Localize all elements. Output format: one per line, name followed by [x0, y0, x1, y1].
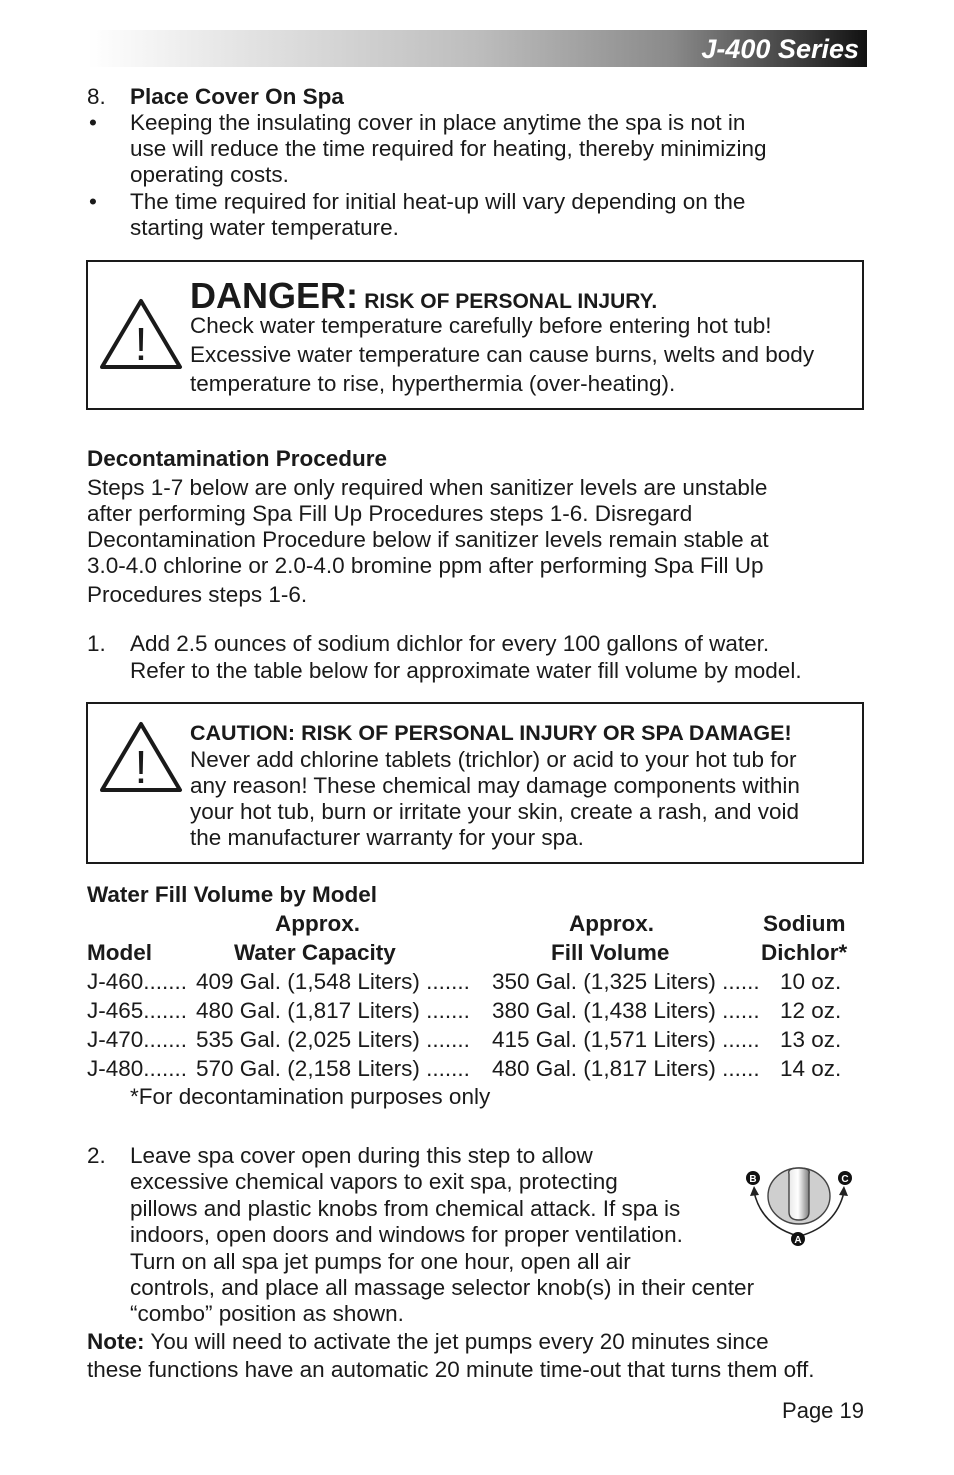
cell-model: J-470....... — [87, 1027, 188, 1052]
note-text: You will need to activate the jet pumps every 20 minutes since — [144, 1329, 769, 1354]
cell-fill: 480 Gal. (1,817 Liters) ...... — [492, 1056, 760, 1081]
note-line1 — [87, 1329, 769, 1356]
col-capacity: Water Capacity — [234, 940, 396, 965]
step1-number: 1. — [87, 631, 106, 656]
decon-heading: Decontamination Procedure — [87, 446, 388, 471]
caution-title: CAUTION: RISK OF PERSONAL INJURY OR SPA DAMAGE! — [190, 721, 792, 745]
decon-line: Procedures steps 1-6. — [87, 582, 308, 607]
col-fill: Fill Volume — [551, 940, 670, 965]
danger-box — [86, 260, 864, 410]
danger-line: temperature to rise, hyperthermia (over-heating). — [190, 371, 676, 396]
step1-line: Refer to the table below for approximate water fill volume by model. — [130, 658, 802, 683]
warning-exclamation: ! — [134, 318, 148, 370]
step2-line: pillows and plastic knobs from chemical attack. If spa is — [130, 1196, 681, 1221]
warning-exclamation: ! — [134, 741, 148, 793]
decon-line: 3.0-4.0 chlorine or 2.0-4.0 bromine ppm after performing Spa Fill Up — [87, 553, 764, 578]
step2-line: Turn on all spa jet pumps for one hour, open all air — [130, 1249, 631, 1274]
step8-title: Place Cover On Spa — [130, 84, 344, 109]
step2-line: excessive chemical vapors to exit spa, protecting — [130, 1169, 618, 1194]
step2-line: “combo” position as shown. — [130, 1301, 404, 1326]
step8-bullet2-line: starting water temperature. — [130, 215, 399, 240]
massage-selector-knob-icon — [740, 1164, 860, 1252]
cell-fill: 380 Gal. (1,438 Liters) ...... — [492, 998, 760, 1023]
cell-capacity: 480 Gal. (1,817 Liters) ....... — [196, 998, 470, 1023]
cell-capacity: 535 Gal. (2,025 Liters) ....... — [196, 1027, 470, 1052]
cell-capacity: 409 Gal. (1,548 Liters) ....... — [196, 969, 470, 994]
knob-label-c: C — [841, 1174, 849, 1185]
cell-fill: 415 Gal. (1,571 Liters) ...... — [492, 1027, 760, 1052]
caution-line: Never add chlorine tablets (trichlor) or acid to your hot tub for — [190, 747, 797, 772]
caution-box — [86, 702, 864, 864]
col-fill-top: Approx. — [569, 911, 655, 936]
cell-dichlor: 13 oz. — [780, 1027, 842, 1052]
step2-line: controls, and place all massage selector knob(s) in their center — [130, 1275, 755, 1300]
col-dichlor: Dichlor* — [761, 940, 848, 965]
col-capacity-top: Approx. — [275, 911, 361, 936]
step8-bullet1-line: use will reduce the time required for heating, thereby minimizing — [130, 136, 767, 161]
cell-fill: 350 Gal. (1,325 Liters) ...... — [492, 969, 760, 994]
step8-bullet2-line: The time required for initial heat-up will vary depending on the — [130, 189, 746, 214]
danger-line: Excessive water temperature can cause burns, welts and body — [190, 342, 815, 367]
cell-capacity: 570 Gal. (2,158 Liters) ....... — [196, 1056, 470, 1081]
caution-line: any reason! These chemical may damage components within — [190, 773, 800, 798]
bullet-marker: • — [89, 110, 97, 135]
cell-dichlor: 10 oz. — [780, 969, 842, 994]
step2-line: indoors, open doors and windows for proper ventilation. — [130, 1222, 683, 1247]
danger-heading — [190, 276, 657, 316]
step8-bullet1-line: operating costs. — [130, 162, 289, 187]
series-title: J-400 Series — [701, 34, 859, 64]
step2-number: 2. — [87, 1143, 106, 1168]
decon-line: Decontamination Procedure below if sanitizer levels remain stable at — [87, 527, 769, 552]
danger-subtitle: RISK OF PERSONAL INJURY. — [364, 290, 658, 313]
step8-number: 8. — [87, 84, 106, 109]
cell-model: J-465....... — [87, 998, 188, 1023]
caution-line: the manufacturer warranty for your spa. — [190, 825, 584, 850]
note-line2: these functions have an automatic 20 minute time-out that turns them off. — [87, 1357, 815, 1382]
col-model: Model — [87, 940, 152, 965]
fill-table-heading: Water Fill Volume by Model — [87, 882, 378, 907]
note-label: Note: — [87, 1329, 145, 1354]
danger-title: DANGER: — [190, 275, 358, 316]
cell-dichlor: 14 oz. — [780, 1056, 842, 1081]
cell-model: J-480....... — [87, 1056, 188, 1081]
step1-line: Add 2.5 ounces of sodium dichlor for every 100 gallons of water. — [130, 631, 770, 656]
decon-line: after performing Spa Fill Up Procedures steps 1-6. Disregard — [87, 501, 693, 526]
warning-triangle-icon — [99, 298, 183, 370]
danger-line: Check water temperature carefully before entering hot tub! — [190, 313, 772, 338]
step2-line: Leave spa cover open during this step to allow — [130, 1143, 593, 1168]
knob-label-a: A — [794, 1235, 802, 1246]
col-dichlor-top: Sodium — [763, 911, 846, 936]
decon-line: Steps 1-7 below are only required when sanitizer levels are unstable — [87, 475, 768, 500]
bullet-marker: • — [89, 189, 97, 214]
knob-label-b: B — [749, 1174, 757, 1185]
table-footnote: *For decontamination purposes only — [130, 1084, 491, 1109]
step8-bullet1-line: Keeping the insulating cover in place anytime the spa is not in — [130, 110, 746, 135]
caution-line: your hot tub, burn or irritate your skin, create a rash, and void — [190, 799, 800, 824]
warning-triangle-icon — [99, 721, 183, 793]
page-number: Page 19 — [782, 1398, 864, 1423]
cell-model: J-460....... — [87, 969, 188, 994]
cell-dichlor: 12 oz. — [780, 998, 842, 1023]
